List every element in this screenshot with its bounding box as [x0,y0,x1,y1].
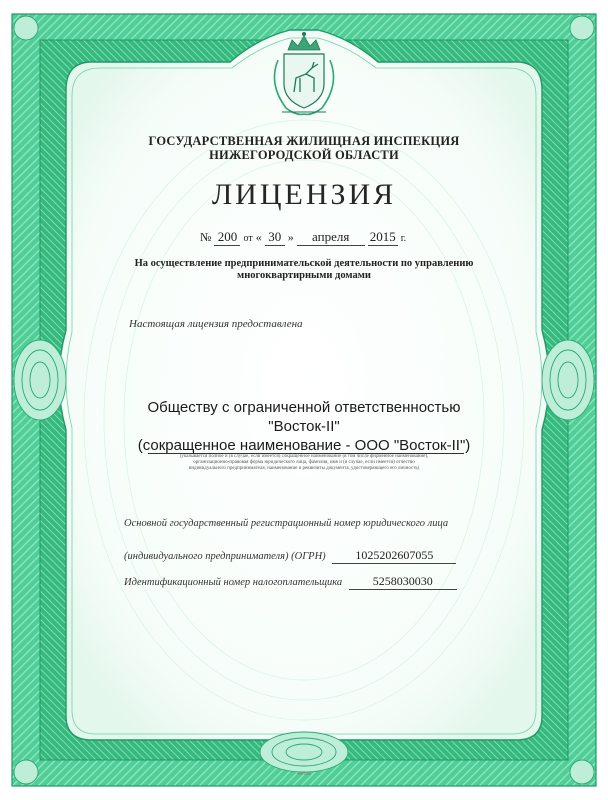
licensee-line-2: "Восток-II" [268,418,340,435]
license-number: 200 [214,229,240,246]
purpose-line-2: многоквартирными домами [237,270,371,281]
fine-print-line-2: организационно-правовая форма юридического лица, фамилия, имя и (в случае, если имеется) отчество [193,460,415,465]
issuing-authority [0,134,608,162]
inn-label: Идентификационный номер налогоплательщика [124,577,343,588]
quote-close: » [287,230,294,244]
ogrn-row [124,548,456,564]
license-month: апреля [297,229,365,246]
year-suffix: г. [400,233,407,244]
fine-print-line-3: индивидуального предпринимателя, наименование и реквизиты документа, удостоверяющего его личность) [188,466,420,471]
number-sign: № [200,230,212,244]
ogrn-label-1: Основной государственный регистрационный номер юридического лица [124,518,449,529]
license-purpose [0,258,608,282]
fine-print-line-1: (указывается полное и (в случае, если имеется) сокращенное наименование (в том числе фирменное наименование), [179,454,429,459]
authority-line-1: ГОСУДАРСТВЕННАЯ ЖИЛИЩНАЯ ИНСПЕКЦИЯ [148,134,460,148]
licensee-line-3: (сокращенное наименование - ООО "Восток-II") [137,437,471,454]
fine-print [0,454,608,472]
licensee-line-1: Обществу с ограниченной ответственностью [147,399,461,416]
inn-value: 5258030030 [349,574,457,590]
ogrn-label-2: (индивидуального предпринимателя) (ОГРН) [124,551,326,562]
licensee-name [0,398,608,455]
from-label: от [243,233,253,244]
ogrn-value: 1025202607055 [332,548,456,564]
serial-code: 0001168 [297,771,311,776]
document-title: ЛИЦЕНЗИЯ [211,178,397,211]
license-year: 2015 [369,229,396,244]
purpose-line-1: На осуществление предпринимательской деятельности по управлению [134,258,474,269]
quote-open: « [255,230,262,244]
license-day: 30 [265,229,285,246]
license-number-line [200,229,460,246]
inn-row [124,574,457,590]
granted-to-label: Настоящая лицензия предоставлена [129,318,303,330]
authority-line-2: НИЖЕГОРОДСКОЙ ОБЛАСТИ [209,148,399,162]
